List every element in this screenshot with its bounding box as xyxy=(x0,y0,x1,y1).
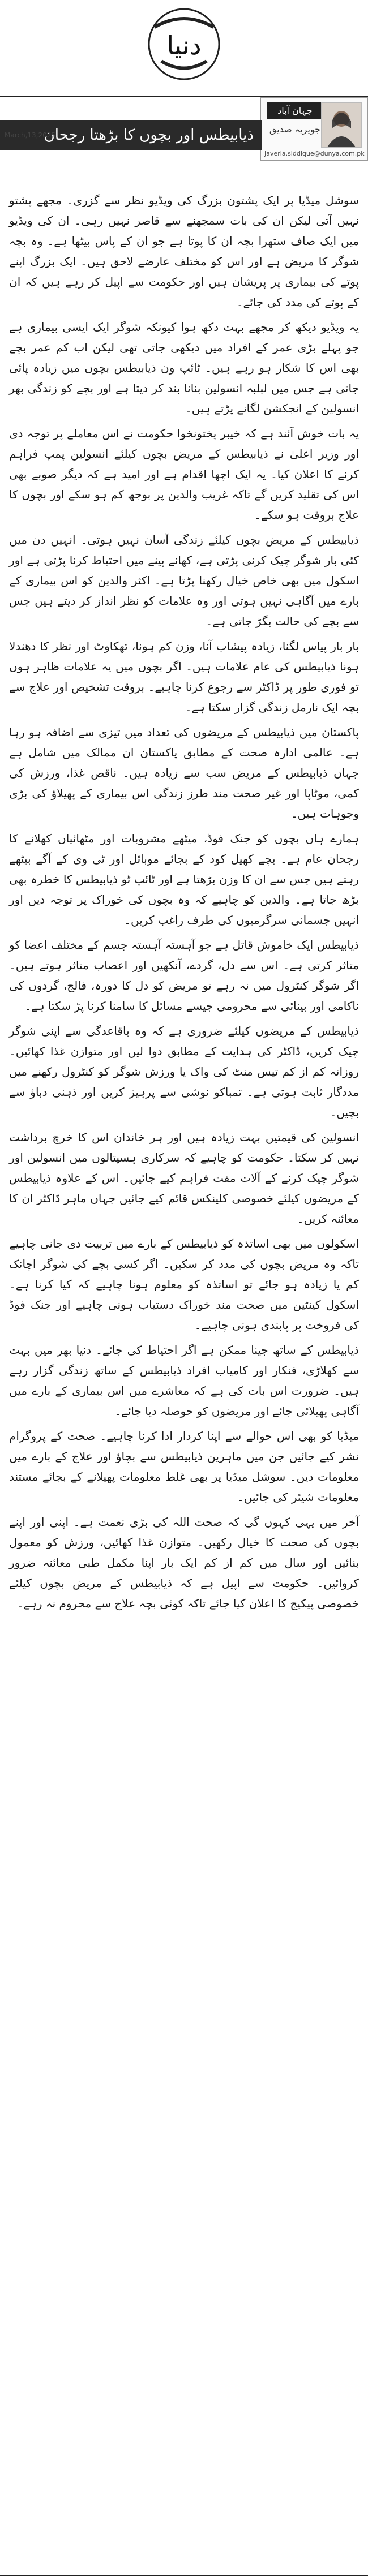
column-header xyxy=(0,97,368,182)
paragraph: میڈیا کو بھی اس حوالے سے اپنا کردار ادا کرنا چاہیے۔ صحت کے پروگرام نشر کیے جائیں جن میں ماہرین ذیابیطس سے بچاؤ اور علاج کے بارے میں معلومات دیں۔ سوشل میڈیا پر بھی غلط معلومات پھیلانے کے بجائے مستند معلومات شیئر کی جائیں۔ xyxy=(9,1429,359,1504)
paragraph: ذیابیطس کے مریضوں کیلئے ضروری ہے کہ وہ باقاعدگی سے اپنی شوگر چیک کریں، ڈاکٹر کی ہدایت کے مطابق دوا لیں اور متوازن غذا کھائیں۔ روزانہ کم از کم تیس منٹ کی واک یا ورزش شوگر کو کنٹرول رکھنے میں مددگار ثابت ہوتی ہے۔ تمباکو نوشی سے پرہیز کریں اور ذہنی دباؤ سے بچیں۔ xyxy=(9,1024,359,1119)
paragraph: بار بار پیاس لگنا، زیادہ پیشاب آنا، وزن کم ہونا، تھکاوٹ اور نظر کا دھندلا ہونا ذیابیطس کی عام علامات ہیں۔ اگر بچوں میں یہ علامات ظاہر ہوں تو فوری طور پر ڈاکٹر سے رجوع کرنا چاہیے۔ بروقت تشخیص اور علاج سے بچہ ایک نارمل زندگی گزار سکتا ہے۔ xyxy=(9,639,359,714)
publish-date: March,13,2025 xyxy=(5,131,56,139)
column-name: جہان آباد xyxy=(267,102,323,119)
paragraph: پاکستان میں ذیابیطس کے مریضوں کی تعداد میں تیزی سے اضافہ ہو رہا ہے۔ عالمی ادارہ صحت کے مطابق پاکستان ان ممالک میں شامل ہے جہاں ذیابیطس کے مریض سب سے زیادہ ہیں۔ ناقص غذا، ورزش کی کمی، موٹاپا اور غیر صحت مند طرز زندگی اس بیماری کے پھیلاؤ کی بڑی وجوہات ہیں۔ xyxy=(9,725,359,820)
masthead xyxy=(0,0,368,97)
paragraph: ہمارے ہاں بچوں کو جنک فوڈ، میٹھے مشروبات اور مٹھائیاں کھلانے کا رجحان عام ہے۔ بچے کھیل کود کے بجائے موبائل اور ٹی وی کے آگے بیٹھے رہتے ہیں جس سے ان کا وزن بڑھتا ہے اور ٹائپ ٹو ذیابیطس کا خطرہ بھی بڑھ جاتا ہے۔ والدین کو چاہیے کہ وہ بچوں کی خوراک پر توجہ دیں اور انہیں جسمانی سرگرمیوں کی طرف راغب کریں۔ xyxy=(9,832,359,927)
column-title: ذیابیطس اور بچوں کا بڑھتا رجحان xyxy=(0,120,262,150)
paragraph: ذیابیطس کے مریض بچوں کیلئے زندگی آسان نہیں ہوتی۔ انہیں دن میں کئی بار شوگر چیک کرنی پڑتی ہے، کھانے پینے میں احتیاط کرنا پڑتی ہے اور اسکول میں بھی خاص خیال رکھنا پڑتا ہے۔ اکثر والدین کو اس بیماری کے بارے میں آگاہی نہیں ہوتی اور وہ علامات کو نظر انداز کر دیتے ہیں جس سے بچے کی حالت بگڑ جاتی ہے۔ xyxy=(9,533,359,628)
avatar-icon xyxy=(322,103,361,147)
paragraph: سوشل میڈیا پر ایک پشتون بزرگ کی ویڈیو نظر سے گزری۔ مجھے پشتو نہیں آتی لیکن ان کی بات سمجھنے سے قاصر نہیں رہی۔ ان کی ویڈیو میں ایک صاف ستھرا بچہ ان کا پوتا ہے جو ان کے پاس بیٹھا ہے۔ وہ بچہ شوگر کا مریض ہے اور اس کو مختلف عارضے لاحق ہیں۔ ایک بزرگ اپنے پوتے کی بیماری پر پریشان ہیں اور حکومت سے اپیل کر رہے ہیں کہ ان کے پوتے کی مدد کی جائے۔ xyxy=(9,193,359,309)
logo-text: دنیا xyxy=(166,30,202,61)
paragraph: آخر میں یہی کہوں گی کہ صحت اللہ کی بڑی نعمت ہے۔ اپنی اور اپنے بچوں کی صحت کا خیال رکھیں۔ متوازن غذا کھائیں، ورزش کو معمول بنائیں اور سال میں کم از کم ایک بار اپنا مکمل طبی معائنہ ضرور کروائیں۔ حکومت سے اپیل ہے کہ ذیابیطس کے مریض بچوں کیلئے خصوصی پیکیج کا اعلان کیا جائے تاکہ کوئی بچہ علاج سے محروم نہ رہے۔ xyxy=(9,1515,359,1610)
paragraph: ذیابیطس ایک خاموش قاتل ہے جو آہستہ آہستہ جسم کے مختلف اعضا کو متاثر کرتی ہے۔ اس سے دل، گردے، آنکھیں اور اعصاب متاثر ہوتے ہیں۔ اگر شوگر کنٹرول میں نہ رہے تو مریض کو دل کا دورہ، فالج، گردوں کی ناکامی اور بینائی سے محرومی جیسے مسائل کا سامنا کرنا پڑ سکتا ہے۔ xyxy=(9,938,359,1013)
writer-email[interactable]: Javeria.siddique@dunya.com.pk xyxy=(264,150,365,157)
paragraph: اسکولوں میں بھی اساتذہ کو ذیابیطس کے بارے میں تربیت دی جانی چاہیے تاکہ وہ مریض بچوں کی مدد کر سکیں۔ اگر کسی بچے کی شوگر اچانک کم یا زیادہ ہو جائے تو اساتذہ کو معلوم ہونا چاہیے کہ کیا کرنا ہے۔ اسکول کینٹین میں صحت مند خوراک دستیاب ہونی چاہیے اور جنک فوڈ کی فروخت پر پابندی ہونی چاہیے۔ xyxy=(9,1237,359,1332)
paragraph: ذیابیطس کے ساتھ جینا ممکن ہے اگر احتیاط کی جائے۔ دنیا بھر میں بہت سے کھلاڑی، فنکار اور کامیاب افراد ذیابیطس کے ساتھ زندگی گزار رہے ہیں۔ ضرورت اس بات کی ہے کہ معاشرے میں اس بیماری کے بارے میں آگاہی پھیلائی جائے اور مریضوں کو حوصلہ دیا جائے۔ xyxy=(9,1343,359,1418)
writer-name: جویریہ صدیق xyxy=(269,124,321,135)
article-body xyxy=(9,190,359,1618)
newspaper-logo xyxy=(127,5,241,84)
byline-box xyxy=(260,97,368,161)
paragraph: یہ ویڈیو دیکھ کر مجھے بہت دکھ ہوا کیونکہ شوگر ایک ایسی بیماری ہے جو پہلے بڑی عمر کے افراد میں دیکھی جاتی تھی لیکن اب کم عمر بچے بھی اس کا شکار ہو رہے ہیں۔ ٹائپ ون ذیابیطس بچوں میں زیادہ پائی جاتی ہے جس میں لبلبہ انسولین بنانا بند کر دیتا ہے اور بچے کو زندگی بھر انسولین کے انجکشن لگانے پڑتے ہیں۔ xyxy=(9,320,359,415)
paragraph: انسولین کی قیمتیں بہت زیادہ ہیں اور ہر خاندان اس کا خرچ برداشت نہیں کر سکتا۔ حکومت کو چاہیے کہ سرکاری ہسپتالوں میں انسولین اور شوگر چیک کرنے کے آلات مفت فراہم کیے جائیں۔ اس کے علاوہ ذیابیطس کے مریضوں کیلئے خصوصی کلینکس قائم کیے جائیں جہاں ماہر ڈاکٹر ان کا معائنہ کریں۔ xyxy=(9,1130,359,1225)
paragraph: یہ بات خوش آئند ہے کہ خیبر پختونخوا حکومت نے اس معاملے پر توجہ دی اور وزیر اعلیٰ نے ذیابیطس کے مریض بچوں کیلئے انسولین پمپ فراہم کرنے کا اعلان کیا۔ یہ ایک اچھا اقدام ہے اور امید ہے کہ دیگر صوبے بھی اس کی تقلید کریں گے تاکہ غریب والدین پر بوجھ کم ہو سکے اور بچوں کا علاج بروقت ہو سکے۔ xyxy=(9,427,359,522)
avatar xyxy=(321,102,362,148)
